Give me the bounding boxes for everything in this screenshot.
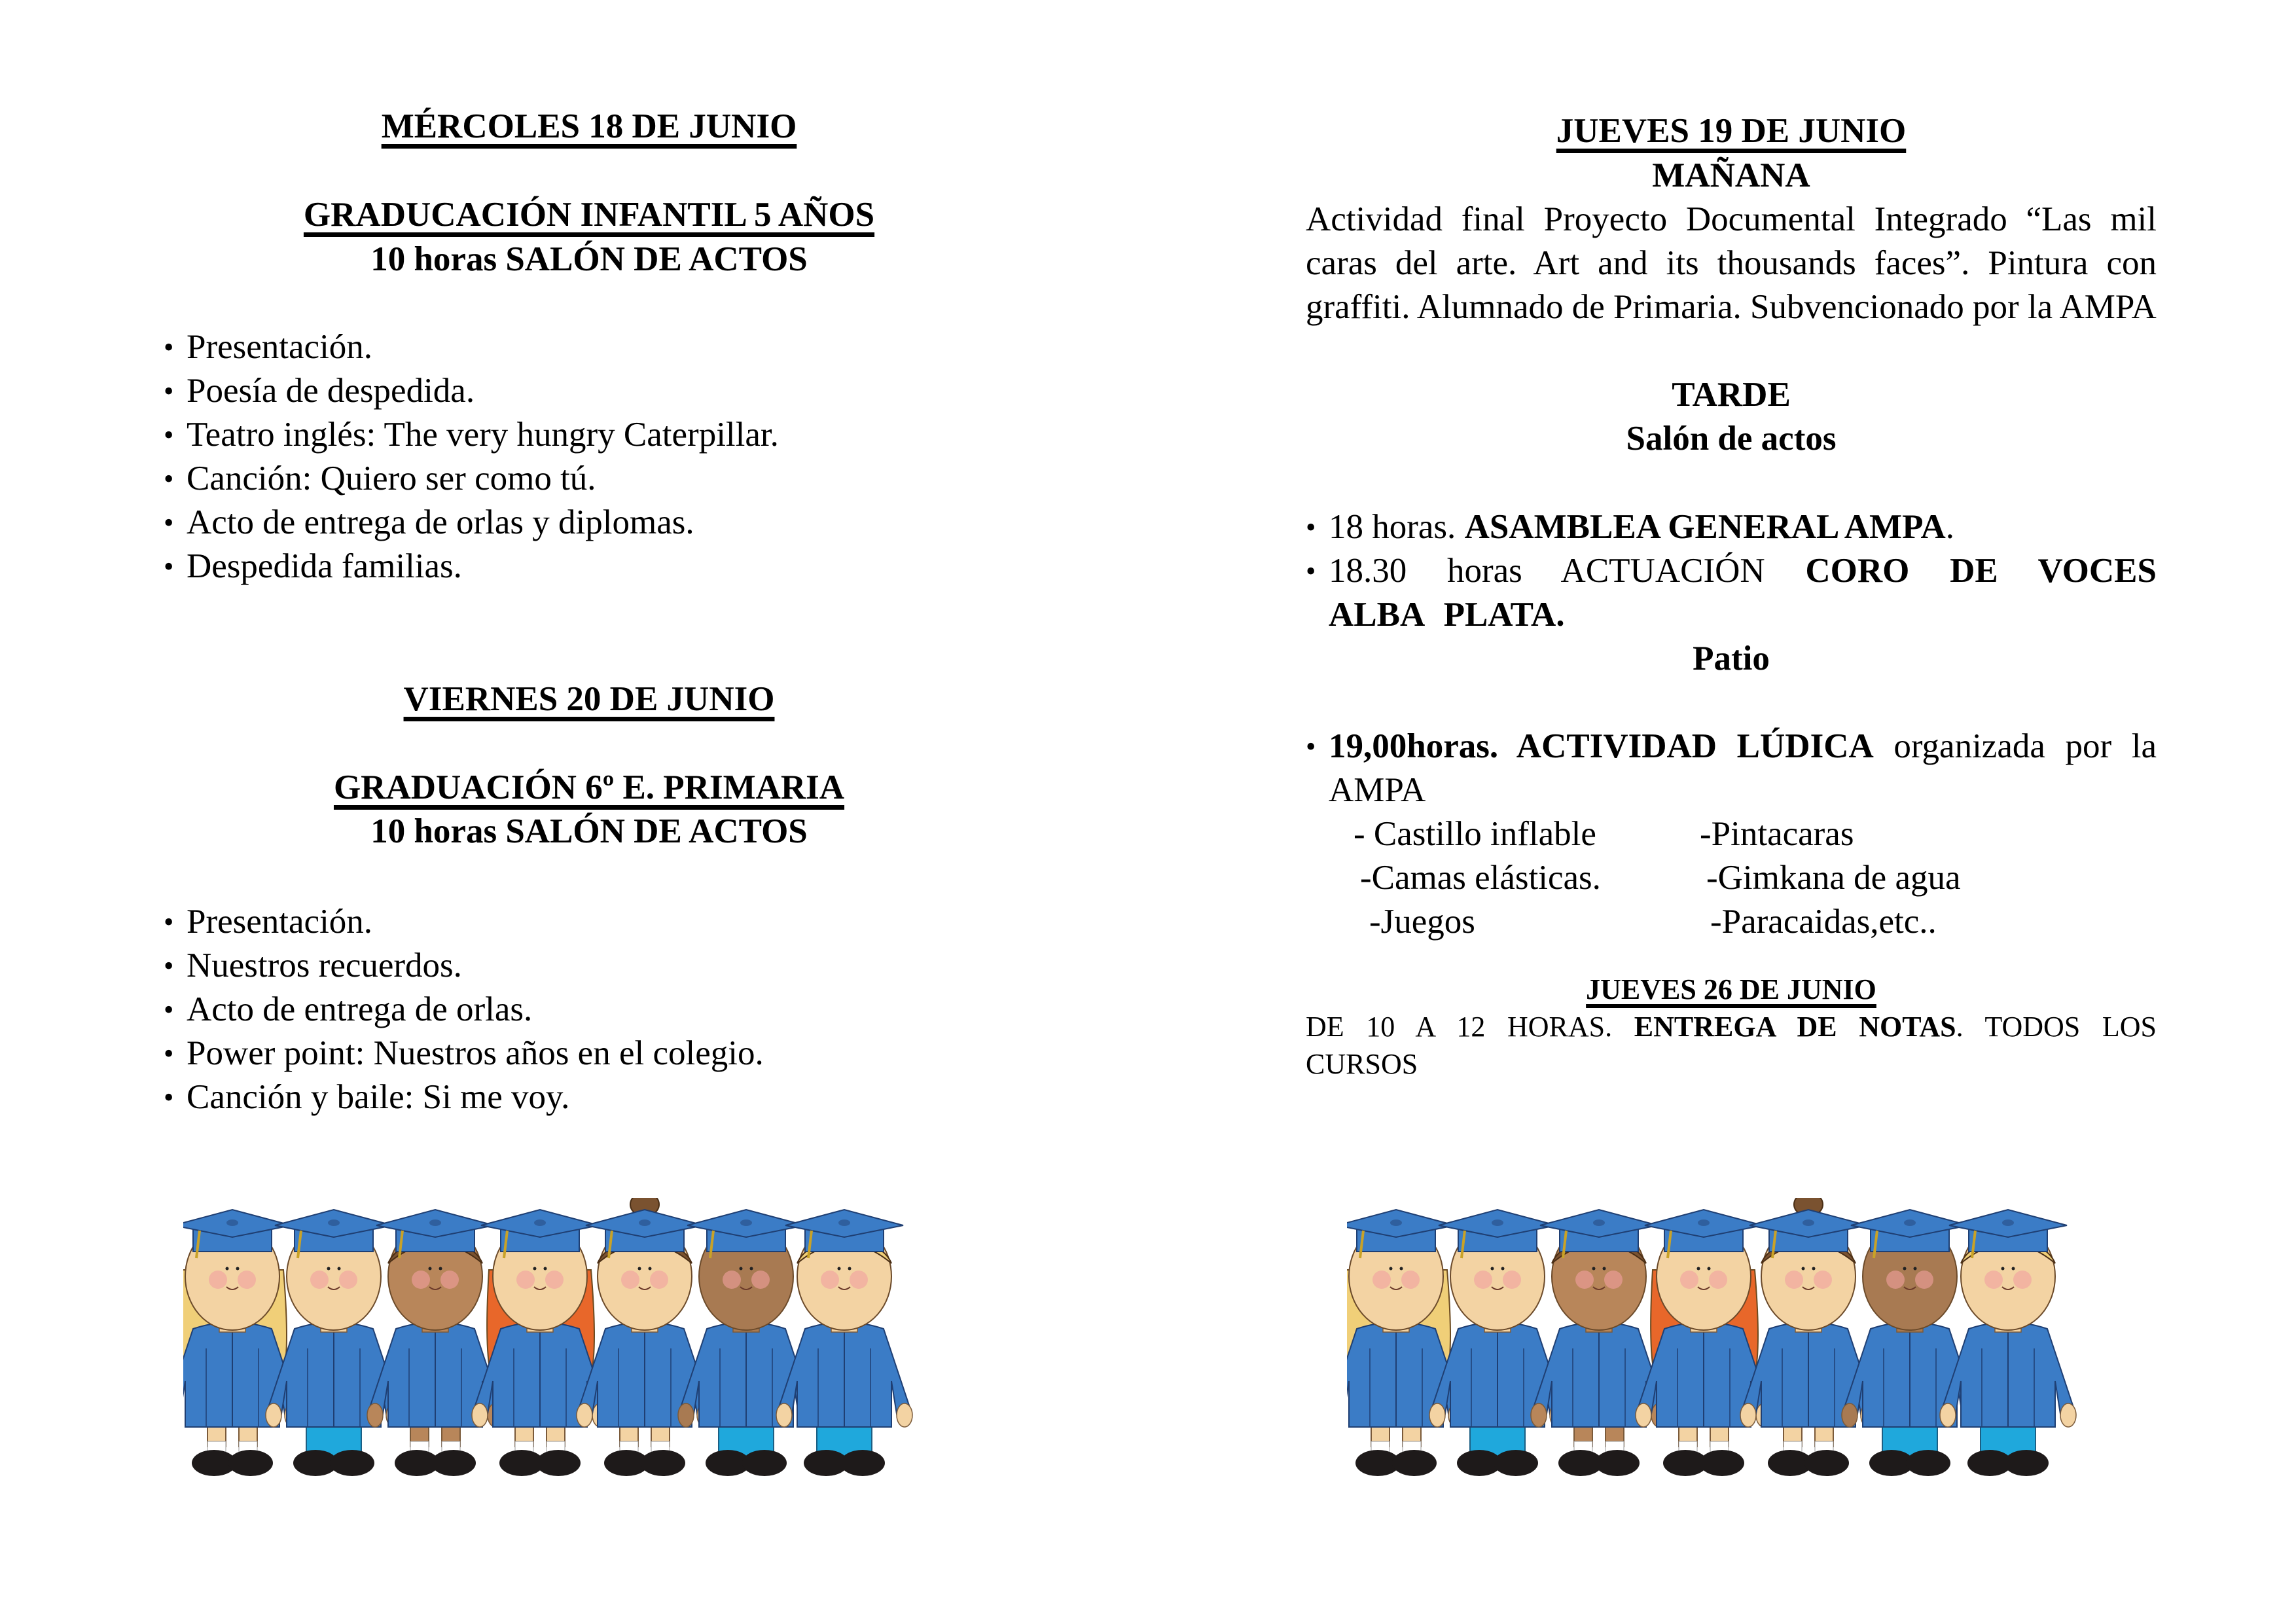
item-title: CORO DE VOCES ALBA PLATA. <box>1329 552 2157 634</box>
program-list-infantil <box>164 325 1021 588</box>
activity-item: -Gimkana de agua <box>1706 859 1961 897</box>
list-item: • Acto de entrega de orlas y diplomas. <box>164 501 1021 545</box>
afternoon-place: Salón de actos <box>1626 420 1837 458</box>
list-item: • Nuestros recuerdos. <box>164 944 1021 988</box>
event-title-text: GRADUCACIÓN INFANTIL 5 AÑOS <box>303 196 875 234</box>
activities-left-column <box>1354 812 1601 944</box>
afternoon-label: TARDE <box>1672 376 1791 414</box>
item-time: 18.30 horas ACTUACIÓN <box>1329 552 1806 590</box>
list-item: • Teatro inglés: The very hungry Caterpillar. <box>164 413 1021 457</box>
date-heading-text: JUEVES 19 DE JUNIO <box>1556 112 1907 150</box>
list-item-asamblea <box>1306 505 2157 549</box>
patio-list <box>1306 725 2157 812</box>
date-heading-thursday-26 <box>1306 971 2157 1008</box>
program-list-primaria <box>164 900 1021 1119</box>
activity-item: -Pintacaras <box>1700 815 1854 853</box>
time-place-primaria: 10 horas SALÓN DE ACTOS <box>370 812 808 850</box>
date-heading-thursday-19 <box>1306 109 2157 153</box>
list-item-ludica <box>1306 725 2157 812</box>
afternoon-list <box>1306 505 2157 637</box>
graduates-illustration <box>1347 1198 2119 1499</box>
event-title-primaria <box>160 766 1018 810</box>
item-title: ASAMBLEA GENERAL AMPA <box>1464 508 1946 546</box>
date-heading-wednesday <box>160 105 1018 149</box>
list-item: • Acto de entrega de orlas. <box>164 988 1021 1032</box>
item-title: 19,00horas. ACTIVIDAD LÚDICA <box>1329 727 1874 765</box>
list-item: • Presentación. <box>164 900 1021 944</box>
list-item: • Canción y baile: Si me voy. <box>164 1075 1021 1119</box>
list-item: • Despedida familias. <box>164 545 1021 588</box>
list-item: • Presentación. <box>164 325 1021 369</box>
item-time: 18 horas. <box>1329 508 1465 546</box>
date-heading-text: MÉRCOLES 18 DE JUNIO <box>381 107 797 145</box>
list-item: • Canción: Quiero ser como tú. <box>164 457 1021 501</box>
activity-item: -Juegos <box>1369 903 1475 941</box>
item-text: organizada por la AMPA <box>1329 727 2157 809</box>
notice-tail: . TODOS LOS CURSOS <box>1306 1011 2157 1080</box>
date-heading-friday <box>160 677 1018 721</box>
activity-item: -Camas elásticas. <box>1360 859 1601 897</box>
event-title-text: GRADUACIÓN 6º E. PRIMARIA <box>333 768 845 806</box>
time-place-infantil: 10 horas SALÓN DE ACTOS <box>370 240 808 278</box>
date-heading-text: JUEVES 26 DE JUNIO <box>1586 973 1876 1005</box>
activity-item: -Paracaidas,etc.. <box>1710 903 1937 941</box>
activities-right-column <box>1700 812 1961 944</box>
activity-item: - Castillo inflable <box>1354 815 1596 853</box>
item-tail: . <box>1945 508 1955 546</box>
notice-time: DE 10 A 12 HORAS. <box>1306 1011 1634 1043</box>
list-item: • Power point: Nuestros años en el colegio. <box>164 1032 1021 1075</box>
notice-title: ENTREGA DE NOTAS <box>1634 1011 1956 1043</box>
grades-notice <box>1306 1008 2157 1083</box>
morning-description: Actividad final Proyecto Documental Integrado “Las mil caras del arte. Art and its thousands faces”. Pintura con graffiti. Alumnado de Primaria. Subvencionado por la AMPA <box>1306 200 2157 326</box>
list-item: • Poesía de despedida. <box>164 369 1021 413</box>
list-item-coro <box>1306 549 2157 637</box>
morning-label: MAÑANA <box>1652 156 1810 194</box>
graduates-illustration <box>183 1198 956 1499</box>
patio-label: Patio <box>1693 640 1770 677</box>
date-heading-text: VIERNES 20 DE JUNIO <box>403 680 775 718</box>
event-title-infantil <box>160 193 1018 237</box>
